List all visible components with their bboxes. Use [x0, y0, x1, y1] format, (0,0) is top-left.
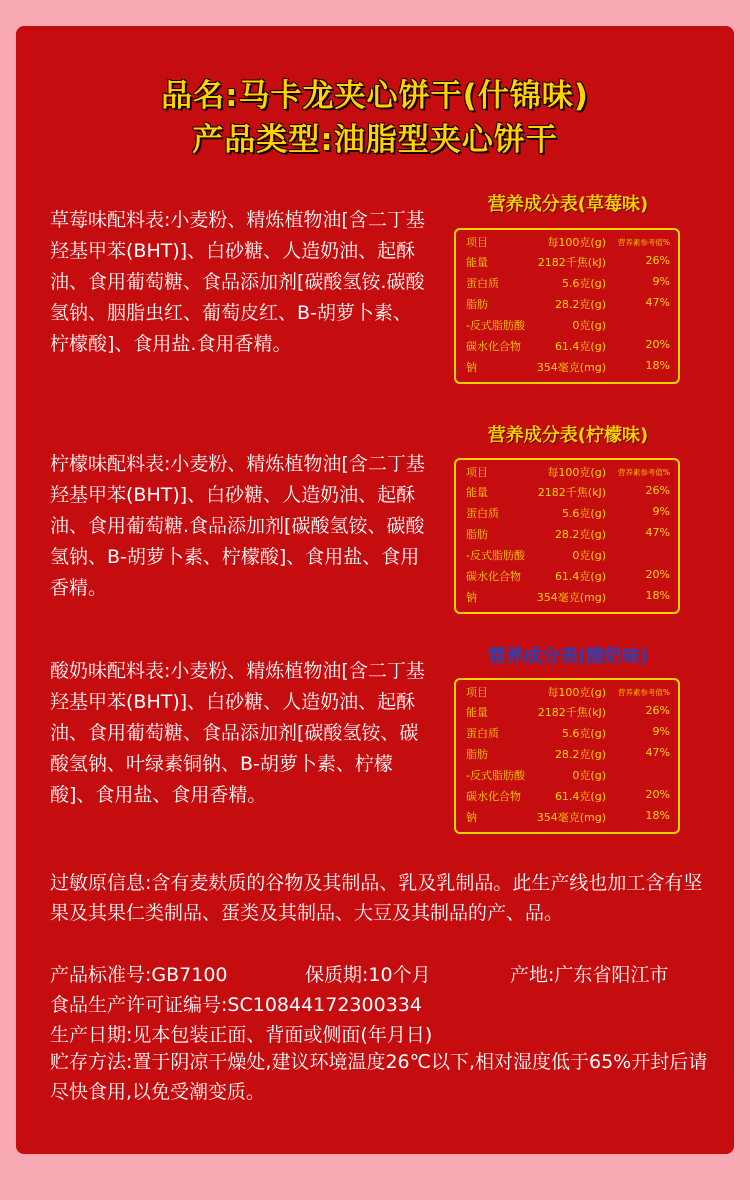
nutrition-row [466, 809, 670, 829]
nutrition-table-yogurt [454, 678, 680, 834]
nutrition-cell: 脂肪 [466, 748, 488, 761]
ingredients-yogurt: 酸奶味配料表:小麦粉、精炼植物油[含二丁基羟基甲苯(BHT)]、白砂糖、人造奶油、起酥油、食用葡萄糖、食品添加剂[碳酸氢铵、碳酸氢钠、叶绿素铜钠、B-胡萝卜素、柠檬酸]、食用盐、食用香精。 [50, 660, 425, 806]
nutrition-cell: 碳水化合物 [466, 340, 521, 353]
license-number: 食品生产许可证编号:SC10844172300334 [50, 994, 422, 1016]
nutrition-cell: 18% [645, 589, 670, 602]
nutrition-table-lemon [454, 458, 680, 614]
nutrition-title-yogurt [448, 642, 688, 668]
nutrition-cell: 20% [645, 338, 670, 351]
nutrition-row [466, 725, 670, 745]
nutrition-cell: 5.6克(g) [561, 277, 606, 290]
nutrition-cell: 354毫克(mg) [536, 361, 606, 374]
nutrition-cell: 18% [645, 359, 670, 372]
nutrition-cell: 钠 [466, 361, 477, 374]
nutrition-row [466, 317, 670, 337]
nutrition-cell: 5.6克(g) [561, 727, 606, 740]
nutrition-cell: 9% [652, 275, 670, 288]
nutrition-cell: 2182千焦(kJ) [537, 256, 606, 269]
nutrition-cell: 0克(g) [572, 319, 606, 332]
ingredients-strawberry: 草莓味配料表:小麦粉、精炼植物油[含二丁基羟基甲苯(BHT)]、白砂糖、人造奶油、起酥油、食用葡萄糖、食品添加剂[碳酸氢铵.碳酸氢钠、胭脂虫红、葡萄皮红、B-胡萝卜素、柠檬酸]、食用盐.食用香精。 [50, 209, 425, 355]
nutrition-row [466, 589, 670, 609]
nutrition-row [466, 275, 670, 295]
nutrition-cell: 61.4克(g) [554, 340, 606, 353]
nutrition-cell: -反式脂肪酸 [466, 319, 525, 332]
nutrition-cell: 2182千焦(kJ) [537, 486, 606, 499]
nutrition-cell: 61.4克(g) [554, 790, 606, 803]
nutrition-row [466, 484, 670, 504]
nutrition-cell: 20% [645, 568, 670, 581]
nutrition-row [466, 338, 670, 358]
nutrition-cell: -反式脂肪酸 [466, 769, 525, 782]
nutrition-cell: 61.4克(g) [554, 570, 606, 583]
nutrition-cell: 9% [652, 725, 670, 738]
nutrition-cell: 26% [645, 704, 670, 717]
nutrition-cell: 蛋白质 [466, 277, 499, 290]
nutrition-cell: 项目 [466, 466, 488, 479]
nutrition-cell: 碳水化合物 [466, 570, 521, 583]
nutrition-row [466, 788, 670, 808]
product-standard: 产品标准号:GB7100 [50, 964, 228, 986]
product-type-title: 产品类型:油脂型夹心饼干 [192, 122, 558, 158]
nutrition-row [466, 568, 670, 588]
nutrition-cell: -反式脂肪酸 [466, 549, 525, 562]
nutrition-cell: 钠 [466, 591, 477, 604]
nutrition-cell: 18% [645, 809, 670, 822]
nutrition-cell: 26% [645, 254, 670, 267]
nutrition-cell: 能量 [466, 706, 488, 719]
nutrition-cell: 营养素参考值% [617, 468, 670, 477]
nutrition-cell: 26% [645, 484, 670, 497]
nutrition-flavor: (柠檬味) [577, 425, 649, 446]
nutrition-row [466, 359, 670, 379]
nutrition-cell: 20% [645, 788, 670, 801]
nutrition-title-prefix: 营养成分表 [487, 646, 578, 667]
nutrition-cell: 能量 [466, 256, 488, 269]
nutrition-title-lemon [448, 421, 688, 447]
nutrition-title-prefix: 营养成分表 [487, 425, 578, 446]
nutrition-cell: 47% [645, 526, 670, 539]
nutrition-cell: 每100克(g) [547, 236, 606, 249]
nutrition-cell: 每100克(g) [547, 686, 606, 699]
nutrition-title-strawberry [448, 190, 688, 216]
nutrition-cell: 能量 [466, 486, 488, 499]
nutrition-cell: 354毫克(mg) [536, 591, 606, 604]
nutrition-cell: 碳水化合物 [466, 790, 521, 803]
nutrition-cell: 28.2克(g) [554, 298, 606, 311]
nutrition-header-row [466, 684, 670, 704]
nutrition-cell: 28.2克(g) [554, 528, 606, 541]
nutrition-row [466, 746, 670, 766]
product-name-title: 品名:马卡龙夹心饼干(什锦味) [161, 78, 589, 114]
nutrition-cell: 钠 [466, 811, 477, 824]
nutrition-cell: 5.6克(g) [561, 507, 606, 520]
nutrition-row [466, 505, 670, 525]
nutrition-header-row [466, 234, 670, 254]
nutrition-row [466, 704, 670, 724]
nutrition-cell: 9% [652, 505, 670, 518]
nutrition-cell: 47% [645, 296, 670, 309]
nutrition-header-row [466, 464, 670, 484]
nutrition-cell: 蛋白质 [466, 507, 499, 520]
nutrition-row [466, 547, 670, 567]
nutrition-row [466, 296, 670, 316]
storage-method: 贮存方法:置于阴凉干燥处,建议环境温度26℃以下,相对湿度低于65%开封后请尽快食用,以免受潮变质。 [50, 1051, 708, 1103]
nutrition-cell: 2182千焦(kJ) [537, 706, 606, 719]
production-date: 生产日期:见本包装正面、背面或侧面(年月日) [50, 1024, 433, 1046]
shelf-life: 保质期:10个月 [305, 964, 431, 986]
nutrition-cell: 354毫克(mg) [536, 811, 606, 824]
allergen-info: 过敏原信息:含有麦麸质的谷物及其制品、乳及乳制品。此生产线也加工含有坚果及其果仁类制品、蛋类及其制品、大豆及其制品的产、品。 [50, 872, 703, 924]
nutrition-cell: 脂肪 [466, 298, 488, 311]
nutrition-cell: 28.2克(g) [554, 748, 606, 761]
nutrition-cell: 0克(g) [572, 549, 606, 562]
nutrition-table-strawberry [454, 228, 680, 384]
nutrition-cell: 脂肪 [466, 528, 488, 541]
nutrition-flavor: (草莓味) [577, 194, 649, 215]
nutrition-title-prefix: 营养成分表 [487, 194, 578, 215]
nutrition-cell: 项目 [466, 236, 488, 249]
ingredients-lemon: 柠檬味配料表:小麦粉、精炼植物油[含二丁基羟基甲苯(BHT)]、白砂糖、人造奶油、起酥油、食用葡萄糖.食品添加剂[碳酸氢铵、碳酸氢钠、B-胡萝卜素、柠檬酸]、食用盐、食用香精。 [50, 453, 425, 599]
nutrition-cell: 每100克(g) [547, 466, 606, 479]
nutrition-cell: 47% [645, 746, 670, 759]
nutrition-row [466, 254, 670, 274]
origin: 产地:广东省阳江市 [510, 964, 669, 986]
nutrition-cell: 蛋白质 [466, 727, 499, 740]
nutrition-flavor: (酸奶味) [577, 646, 649, 667]
nutrition-cell: 营养素参考值% [617, 238, 670, 247]
nutrition-row [466, 526, 670, 546]
nutrition-cell: 营养素参考值% [617, 688, 670, 697]
nutrition-cell: 项目 [466, 686, 488, 699]
nutrition-cell: 0克(g) [572, 769, 606, 782]
nutrition-row [466, 767, 670, 787]
